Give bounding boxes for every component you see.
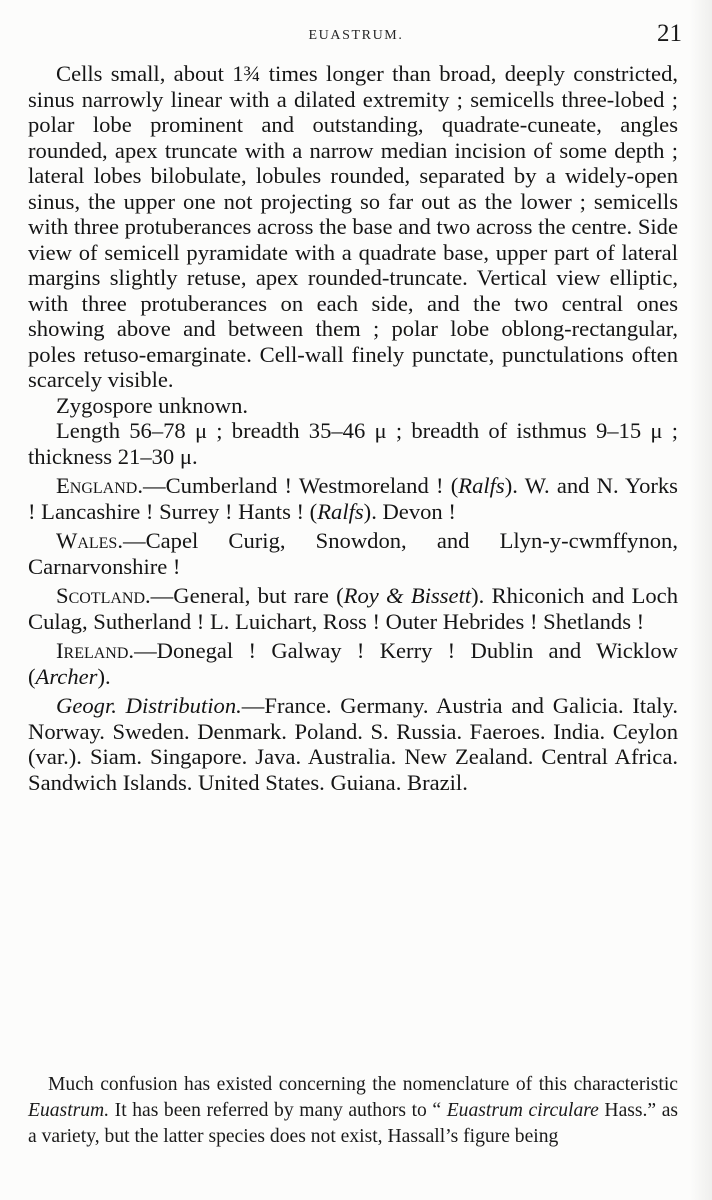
scotland-text-a: —General, but rare (	[150, 583, 344, 608]
ireland-label: Ireland.	[56, 638, 135, 663]
locality-wales	[28, 528, 678, 579]
measurements-paragraph: Length 56–78 μ ; breadth 35–46 μ ; breadth of isthmus 9–15 μ ; thickness 21–30 μ.	[28, 418, 678, 469]
description-paragraph	[28, 61, 678, 393]
locality-england	[28, 473, 678, 524]
geographic-distribution	[28, 693, 678, 795]
zygospore-line: Zygospore unknown.	[56, 392, 249, 418]
ireland-text-a: —Donegal ! Galway ! Kerry ! Dublin and Wicklow (	[28, 638, 678, 689]
england-text-c: ). Devon !	[363, 498, 456, 524]
note-euastrum: Euastrum.	[28, 1100, 110, 1121]
england-label: England.	[56, 473, 143, 498]
england-ralfs-1: Ralfs	[458, 473, 505, 498]
scotland-text-b: ). Rhiconich and Loch Culag, Sutherland ! L. Luichart, Ross ! Outer Hebrides ! Shetlands !	[28, 583, 678, 634]
description-text: times longer than broad, deeply constricted, sinus narrowly linear with a dilated extremity ; semicells three-lobed ; polar lobe prominent and outstanding, quadrate-cuneate, angles rounded, apex truncate with a narrow median incision of some depth ; lateral lobes bilobulate, lobules rounded, separated by a widely-open sinus, the upper one not projecting so far out as the lower ; semicells with three protuberances across the base and two across the centre. Side view of semicell pyramidate with a quadrate base, upper part of lateral margins slightly retuse, apex rounded-truncate. Vertical view elliptic, with three protuberances on each side, and the two central ones showing above and between them ; polar lobe oblong-rectangular, poles retuso-emarginate. Cell-wall finely punctate, punctulations often scarcely visible.	[28, 61, 679, 392]
wales-text: —Capel Curig, Snowdon, and Llyn-y-cwmffynon, Carnarvonshire !	[28, 528, 678, 579]
page-header	[30, 20, 682, 52]
species-description	[28, 61, 678, 795]
wales-label: Wales.	[56, 528, 123, 553]
scotland-authority: Roy & Bissett	[343, 583, 472, 608]
locality-ireland	[28, 638, 678, 689]
fraction: ¾	[243, 61, 261, 86]
england-ralfs-2: Ralfs	[317, 498, 364, 524]
geogr-text: —France. Germany. Austria and Galicia. Italy. Norway. Sweden. Denmark. Poland. S. Russia. Faeroes. India. Ceylon (var.). Siam. Singapore. Java. Australia. New Zealand. Central Africa. Sandwich Islands. United States. Guiana. Brazil.	[28, 693, 678, 795]
page-edge-shadow	[690, 0, 712, 1200]
ireland-text-b: ).	[97, 663, 111, 689]
note-text-b: It has been referred by many authors to “	[109, 1100, 447, 1121]
note-circulare: Euastrum circulare	[446, 1100, 599, 1121]
note-paragraph	[28, 1072, 678, 1150]
england-text-a: —Cumberland ! Westmoreland ! (	[143, 473, 459, 498]
note-text-a: Much confusion has existed concerning the nomenclature of this characteristic	[48, 1074, 678, 1095]
description-text-start: Cells small, about 1	[56, 61, 244, 86]
page-number: 21	[657, 20, 682, 47]
geogr-label: Geogr. Distribution.	[56, 693, 242, 718]
locality-scotland	[28, 583, 678, 634]
nomenclature-note	[28, 1072, 678, 1150]
england-text-b: ). W. and N. Yorks ! Lancashire ! Surrey ! Hants ! (	[28, 473, 678, 524]
note-text-c: Hass.” as a variety, but the latter species does not exist, Hassall’s figure being	[28, 1100, 679, 1147]
ireland-authority: Archer	[35, 663, 98, 689]
scotland-label: Scotland.	[56, 583, 151, 608]
running-head: EUASTRUM.	[308, 28, 404, 43]
